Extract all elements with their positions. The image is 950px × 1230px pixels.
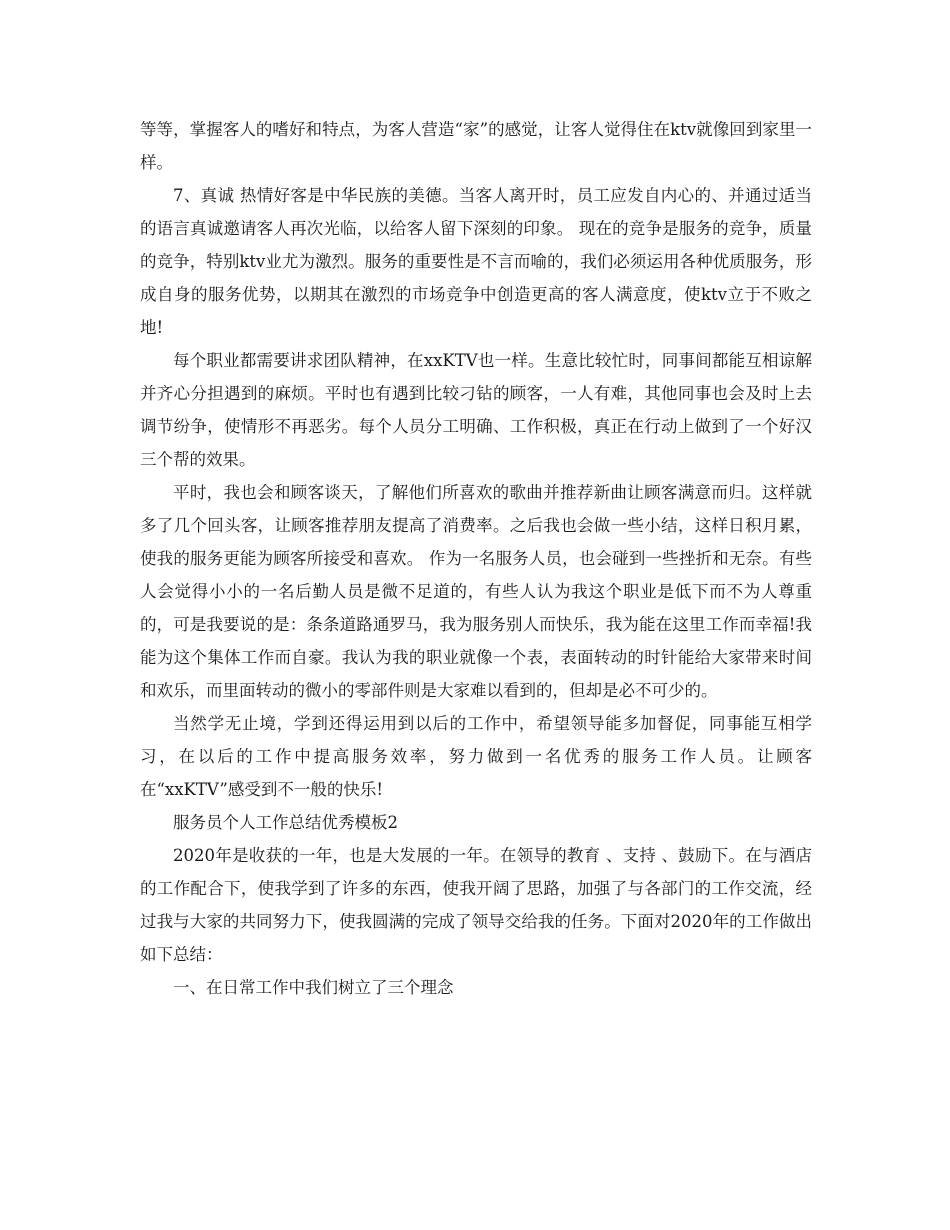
paragraph-learning: 当然学无止境，学到还得运用到以后的工作中，希望领导能多加督促，同事能互相学习，在以后的工作中提高服务效率，努力做到一名优秀的服务工作人员。让顾客在“xxKTV”感受到不一般的快乐! (140, 714, 812, 799)
paragraph-teamwork: 每个职业都需要讲求团队精神，在xxKTV也一样。生意比较忙时，同事间都能互相谅解并齐心分担遇到的麻烦。平时也有遇到比较刁钻的顾客，一人有难，其他同事也会及时上去调节纷争，使情形不再恶劣。每个人员分工明确、工作积极，真正在行动上做到了一个好汉三个帮的效果。 (140, 351, 812, 469)
section-title: 服务员个人工作总结优秀模板2 (173, 813, 398, 832)
paragraph-2020-summary: 2020年是收获的一年，也是大发展的一年。在领导的教育 、支持 、鼓励下。在与酒店的工作配合下，使我学到了许多的东西，使我开阔了思路，加强了与各部门的工作交流，经过我与大家的共同努力下，使我圆满的完成了领导交给我的任务。下面对2020年的工作做出如下总结： (140, 846, 812, 964)
paragraph-sincerity: 7、真诚 热情好客是中华民族的美德。当客人离开时，员工应发自内心的、并通过适当的语言真诚邀请客人再次光临，以给客人留下深刻的印象。 现在的竞争是服务的竞争，质量的竞争，特别ktv业尤为激烈。服务的重要性是不言而喻的，我们必须运用各种优质服务，形成自身的服务优势，以期其在激烈的市场竞争中创造更高的客人满意度，使ktv立于不败之地! (140, 186, 812, 337)
subsection-heading: 一、在日常工作中我们树立了三个理念 (173, 978, 454, 997)
paragraph-customers: 平时，我也会和顾客谈天，了解他们所喜欢的歌曲并推荐新曲让顾客满意而归。这样就多了几个回头客，让顾客推荐朋友提高了消费率。之后我也会做一些小结，这样日积月累，使我的服务更能为顾客所接受和喜欢。 作为一名服务人员，也会碰到一些挫折和无奈。有些人会觉得小小的一名后勤人员是微不足道的，有些人认为我这个职业是低下而不为人尊重的，可是我要说的是：条条道路通罗马，我为服务别人而快乐，我为能在这里工作而幸福!我能为这个集体工作而自豪。我认为我的职业就像一个表，表面转动的时针能给大家带来时间和欢乐，而里面转动的微小的零部件则是大家难以看到的，但却是必不可少的。 (140, 483, 812, 700)
paragraph-continued: 等等，掌握客人的嗜好和特点，为客人营造“家”的感觉，让客人觉得住在ktv就像回到家里一样。 (140, 120, 812, 172)
document-body (140, 113, 812, 1004)
